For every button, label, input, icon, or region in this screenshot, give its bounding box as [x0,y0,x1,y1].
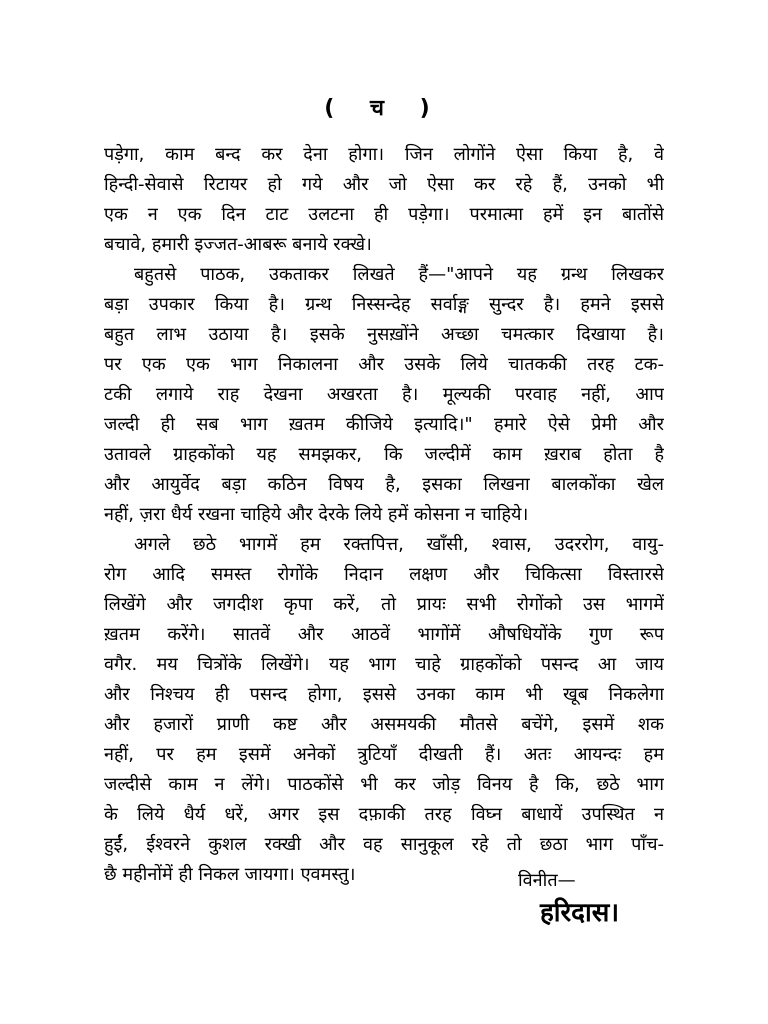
text-line: ख़तम करेंगे। सातवें और आठवें भागोंमें औषधियोंके गुण रूप [104,624,664,645]
body-text [104,140,664,890]
text-line: लिखेंगे और जगदीश कृपा करें, तो प्रायः सभी रोगोंको उस भागमें [104,594,664,615]
text-line: छै महीनोंमें ही निकल जायगा। एवमस्तु। [104,864,356,885]
text-line: जल्दीसे काम न लेंगे। पाठकोंसे भी कर जोड़ विनय है कि, छठे भाग [104,774,664,795]
text-line: के लिये धैर्य धरें, अगर इस दफ़ाकी तरह विघ्न बाधायें उपस्थित न [104,804,664,825]
text-line: वगैर. मय चित्रोंके लिखेंगे। यह भाग चाहे ग्राहकोंको पसन्द आ जाय [104,654,664,675]
text-line: पर एक एक भाग निकालना और उसके लिये चातककी तरह टक- [104,354,664,375]
text-line: हुईं, ईश्वरने कुशल रक्खी और वह सानुकूल रहे तो छठा भाग पाँच- [104,834,664,855]
text-line: पड़ेगा, काम बन्द कर देना होगा। जिन लोगोंने ऐसा किया है, वे [104,144,664,165]
text-line: अगले छठे भागमें हम रक्तपित्त, खाँसी, श्वास, उदररोग, वायु- [134,534,664,555]
text-line: और आयुर्वेद बड़ा कठिन विषय है, इसका लिखना बालकोंका खेल [104,474,664,495]
signoff: विनीत— [518,870,576,891]
text-line: बहुत लाभ उठाया है। इसके नुसख़ोंने अच्छा चमत्कार दिखाया है। [104,324,664,345]
text-line: उतावले ग्राहकोंको यह समझकर, कि जल्दीमें काम ख़राब होता है [104,444,664,465]
author-signature: हरिदास। [540,898,620,928]
text-line: बचावे, हमारी इज्जत-आबरू बनाये रक्खे। [104,234,372,255]
text-line: टकी लगाये राह देखना अखरता है। मूल्यकी परवाह नहीं, आप [104,384,664,405]
text-line: और निश्चय ही पसन्द होगा, इससे उनका काम भी खूब निकलेगा [104,684,664,705]
page-number: ( च ) [324,96,444,121]
paragraph [104,140,664,260]
text-line: और हजारों प्राणी कष्ट और असमयकी मौतसे बचेंगे, इसमें शक [104,714,664,735]
text-line: बड़ा उपकार किया है। ग्रन्थ निस्सन्देह सर्वाङ्ग सुन्दर है। हमने इससे [104,294,664,315]
text-line: नहीं, पर हम इसमें अनेकों त्रुटियाँ दीखती हैं। अतः आयन्दः हम [104,744,664,765]
text-line: जल्दी ही सब भाग ख़तम कीजिये इत्यादि।" हमारे ऐसे प्रेमी और [104,414,664,435]
text-line: एक न एक दिन टाट उलटना ही पड़ेगा। परमात्मा हमें इन बातोंसे [104,204,664,225]
text-line: हिन्दी-सेवासे रिटायर हो गये और जो ऐसा कर रहे हैं, उनको भी [104,174,664,195]
text-line: बहुतसे पाठक, उकताकर लिखते हैं—"आपने यह ग्रन्थ लिखकर [134,264,664,285]
text-line: नहीं, ज़रा धैर्य रखना चाहिये और देरके लिये हमें कोसना न चाहिये। [104,504,529,525]
text-line: रोग आदि समस्त रोगोंके निदान लक्षण और चिकित्सा विस्तारसे [104,564,664,585]
paragraph [104,530,664,890]
paragraph [104,260,664,530]
